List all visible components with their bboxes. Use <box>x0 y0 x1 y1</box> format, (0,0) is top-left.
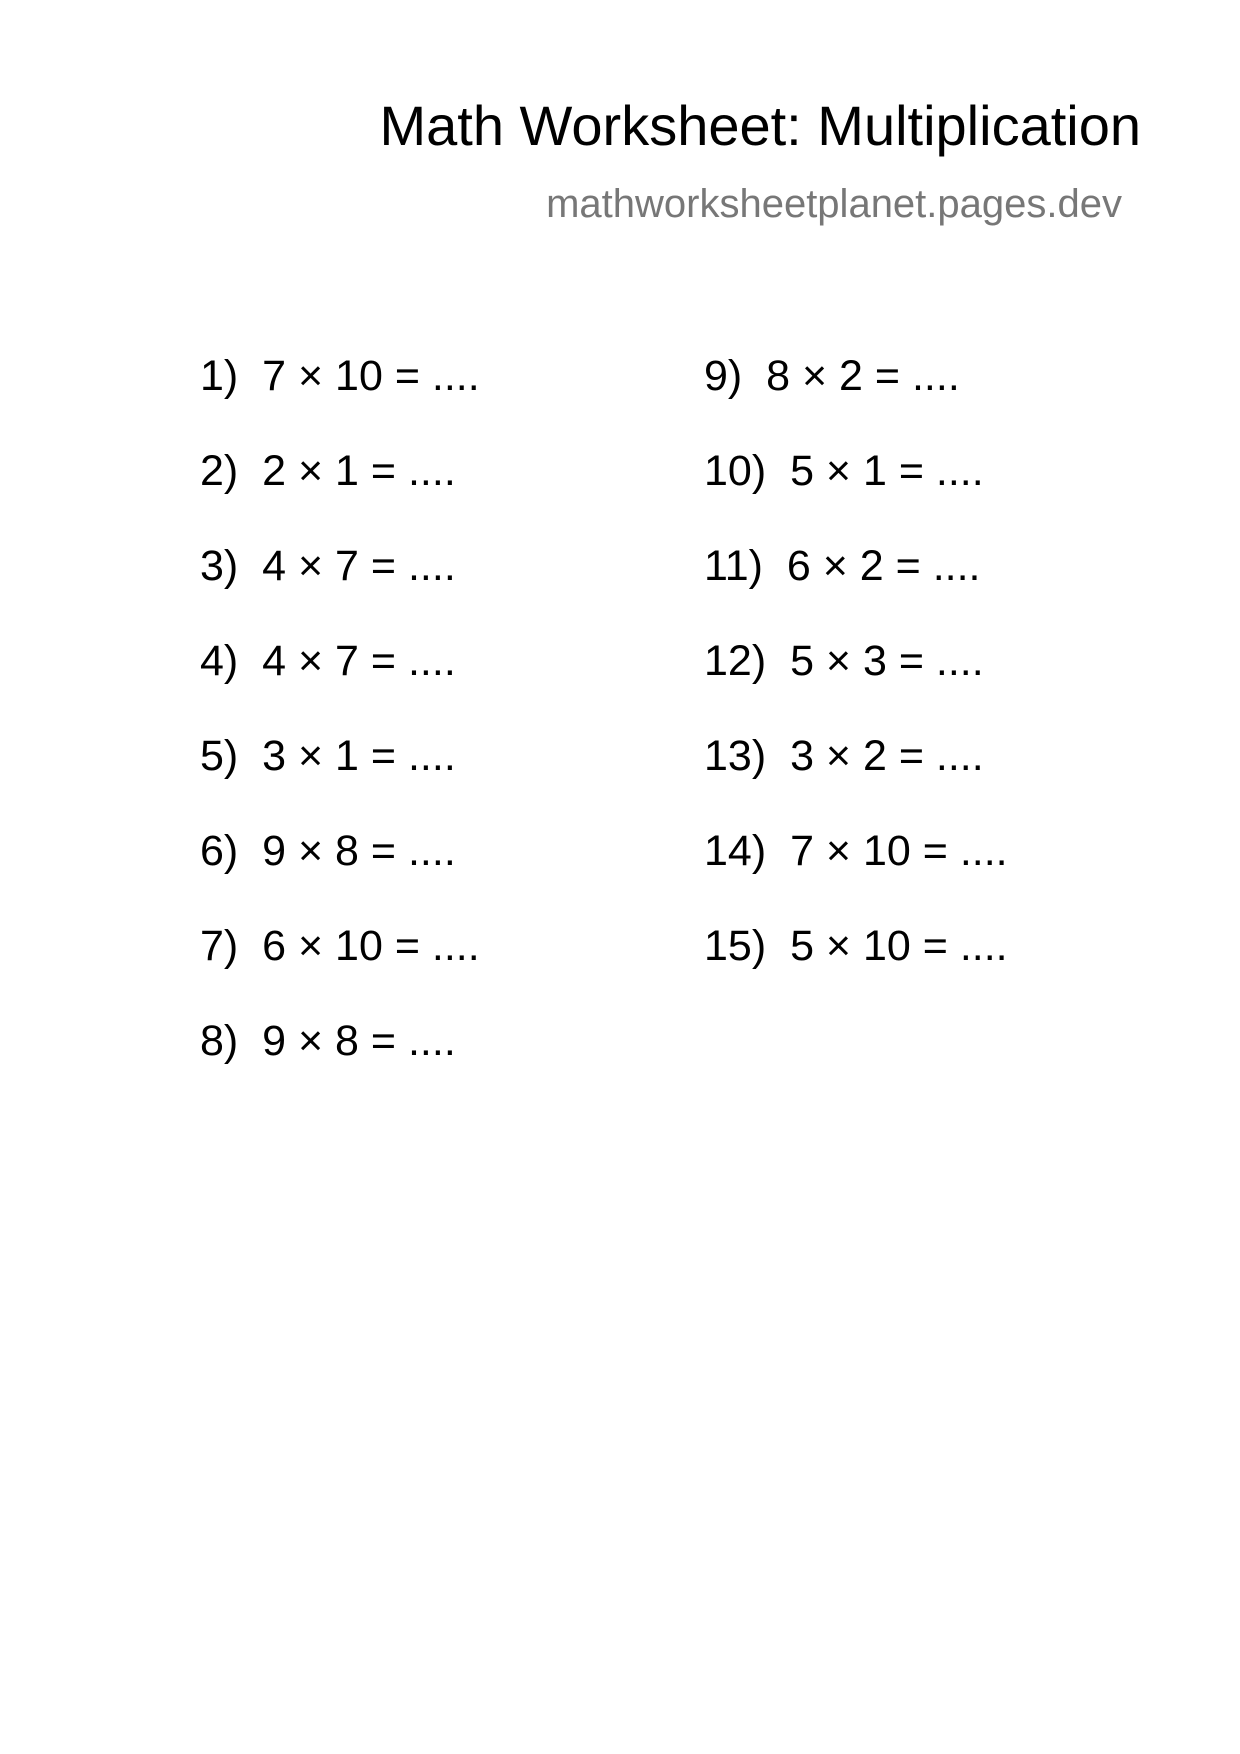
problem-10 <box>704 447 1008 545</box>
problem-number: 9) <box>704 352 743 400</box>
problem-expression: 5 × 10 = .... <box>790 922 1008 970</box>
problem-number: 2) <box>200 447 239 495</box>
problem-expression: 7 × 10 = .... <box>262 352 480 400</box>
problem-number: 12) <box>704 637 767 685</box>
problem-expression: 4 × 7 = .... <box>262 637 456 685</box>
problem-column-right <box>704 352 1008 1020</box>
problem-expression: 5 × 1 = .... <box>790 447 984 495</box>
problem-1 <box>200 352 480 450</box>
problem-6 <box>200 827 480 925</box>
problem-number: 8) <box>200 1017 239 1065</box>
problem-expression: 3 × 2 = .... <box>790 732 984 780</box>
problem-expression: 3 × 1 = .... <box>262 732 456 780</box>
problem-8 <box>200 1017 480 1115</box>
problem-13 <box>704 732 1008 830</box>
problem-number: 3) <box>200 542 239 590</box>
problem-number: 6) <box>200 827 239 875</box>
problem-14 <box>704 827 1008 925</box>
problem-12 <box>704 637 1008 735</box>
problem-2 <box>200 447 480 545</box>
problem-number: 10) <box>704 447 767 495</box>
problem-number: 4) <box>200 637 239 685</box>
problem-expression: 5 × 3 = .... <box>790 637 984 685</box>
problem-number: 5) <box>200 732 239 780</box>
problem-number: 15) <box>704 922 767 970</box>
problem-number: 11) <box>704 542 763 590</box>
problem-expression: 9 × 8 = .... <box>262 827 456 875</box>
worksheet-source-url: mathworksheetplanet.pages.dev <box>546 182 1122 226</box>
problem-expression: 2 × 1 = .... <box>262 447 456 495</box>
problem-15 <box>704 922 1008 1020</box>
problem-11 <box>704 542 1008 640</box>
problem-expression: 4 × 7 = .... <box>262 542 456 590</box>
problem-5 <box>200 732 480 830</box>
problem-expression: 7 × 10 = .... <box>790 827 1008 875</box>
problem-number: 14) <box>704 827 767 875</box>
problem-4 <box>200 637 480 735</box>
problem-9 <box>704 352 1008 450</box>
problem-number: 7) <box>200 922 239 970</box>
problem-3 <box>200 542 480 640</box>
problem-expression: 8 × 2 = .... <box>766 352 960 400</box>
problem-expression: 6 × 10 = .... <box>262 922 480 970</box>
problem-number: 13) <box>704 732 767 780</box>
problem-expression: 6 × 2 = .... <box>786 542 981 590</box>
worksheet-title: Math Worksheet: Multiplication <box>379 94 1141 157</box>
problem-7 <box>200 922 480 1020</box>
problem-expression: 9 × 8 = .... <box>262 1017 456 1065</box>
problem-column-left <box>200 352 480 1115</box>
problem-number: 1) <box>200 352 239 400</box>
